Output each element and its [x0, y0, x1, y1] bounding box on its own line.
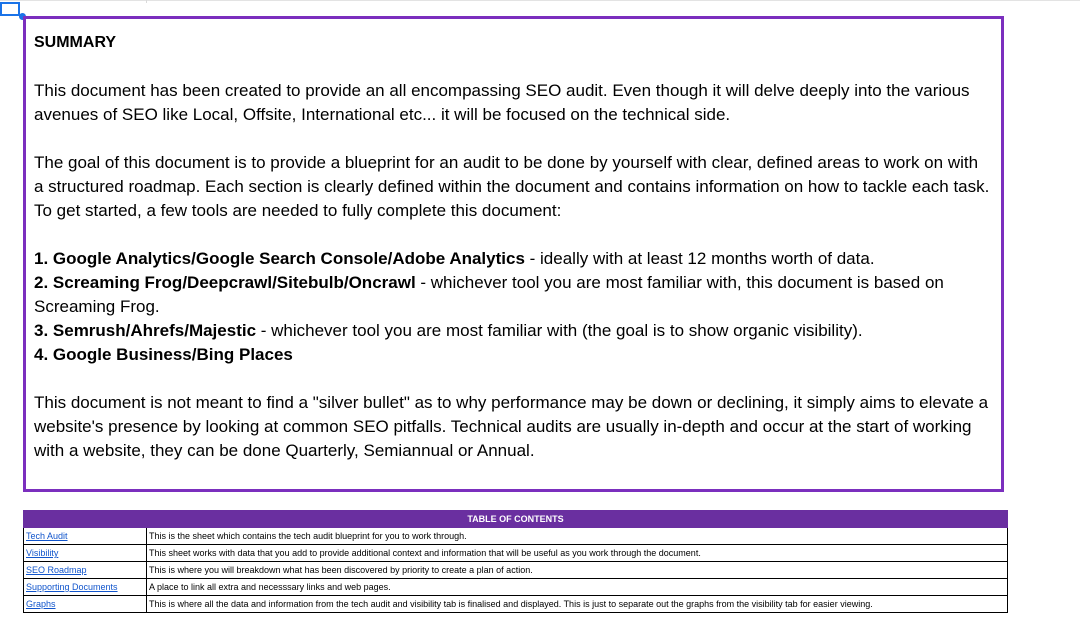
toc-link-seo-roadmap[interactable]: SEO Roadmap: [26, 565, 87, 575]
toc-link-cell[interactable]: [24, 596, 147, 613]
toc-link-tech-audit[interactable]: Tech Audit: [26, 531, 68, 541]
toc-link-cell[interactable]: [24, 562, 147, 579]
tool-item: [34, 271, 991, 319]
grid-line: [0, 0, 1080, 1]
summary-title: SUMMARY: [34, 34, 117, 51]
toc-link-cell[interactable]: [24, 579, 147, 596]
toc-row: [24, 528, 1008, 545]
tool-list: [34, 247, 991, 367]
summary-goal: The goal of this document is to provide a blueprint for an audit to be done by yourself with clear, defined areas to work on with a structured roadmap. Each section is clearly defined within the document and contains information on how to tackle each task. To get started, a few tools are needed to fully complete this document:: [34, 153, 990, 220]
summary-box: [23, 16, 1004, 492]
summary-closing: This document is not meant to find a "silver bullet" as to why performance may be down or declining, it simply aims to elevate a website's presence by looking at common SEO pitfalls. Technical audits are usually in-depth and occur at the start of working with a website, they can be done Quarterly, Semiannual or Annual.: [34, 393, 989, 460]
tool-name: 2. Screaming Frog/Deepcrawl/Sitebulb/Oncrawl: [34, 273, 416, 292]
tool-item: [34, 247, 991, 271]
toc-description: This is where all the data and information from the tech audit and visibility tab is finalised and displayed. This is just to separate out the graphs from the visibility tab for easier viewing.: [147, 596, 1008, 613]
tool-item: [34, 319, 991, 343]
column-divider: [146, 0, 147, 3]
summary-intro: This document has been created to provide an all encompassing SEO audit. Even though it will delve deeply into the various avenues of SEO like Local, Offsite, International etc... it will be focused on the technical side.: [34, 81, 970, 124]
table-of-contents: [23, 510, 1008, 613]
toc-link-visibility[interactable]: Visibility: [26, 548, 59, 558]
tool-note: - whichever tool you are most familiar with, this document is based on Screaming Frog.: [34, 273, 944, 316]
tool-note: - ideally with at least 12 months worth of data.: [524, 249, 875, 268]
tool-note: - whichever tool you are most familiar with (the goal is to show organic visibility).: [256, 321, 863, 340]
toc-description: A place to link all extra and necesssary links and web pages.: [147, 579, 1008, 596]
toc-link-graphs[interactable]: Graphs: [26, 599, 56, 609]
toc-row: [24, 579, 1008, 596]
toc-description: This is where you will breakdown what has been discovered by priority to create a plan of action.: [147, 562, 1008, 579]
selected-cell[interactable]: [0, 2, 20, 16]
toc-description: This sheet works with data that you add to provide additional context and information that will be useful as you work through the document.: [147, 545, 1008, 562]
toc-link-cell[interactable]: [24, 545, 147, 562]
toc-description: This is the sheet which contains the tech audit blueprint for you to work through.: [147, 528, 1008, 545]
tool-name: 1. Google Analytics/Google Search Console/Adobe Analytics: [34, 249, 525, 268]
tool-item: [34, 343, 991, 367]
toc-header-row: [24, 511, 1008, 528]
toc-header: TABLE OF CONTENTS: [24, 511, 1008, 528]
toc-row: [24, 596, 1008, 613]
toc-row: [24, 545, 1008, 562]
tool-name: 4. Google Business/Bing Places: [34, 345, 293, 364]
tool-name: 3. Semrush/Ahrefs/Majestic: [34, 321, 257, 340]
toc-link-cell[interactable]: [24, 528, 147, 545]
toc-link-supporting-documents[interactable]: Supporting Documents: [26, 582, 118, 592]
toc-row: [24, 562, 1008, 579]
